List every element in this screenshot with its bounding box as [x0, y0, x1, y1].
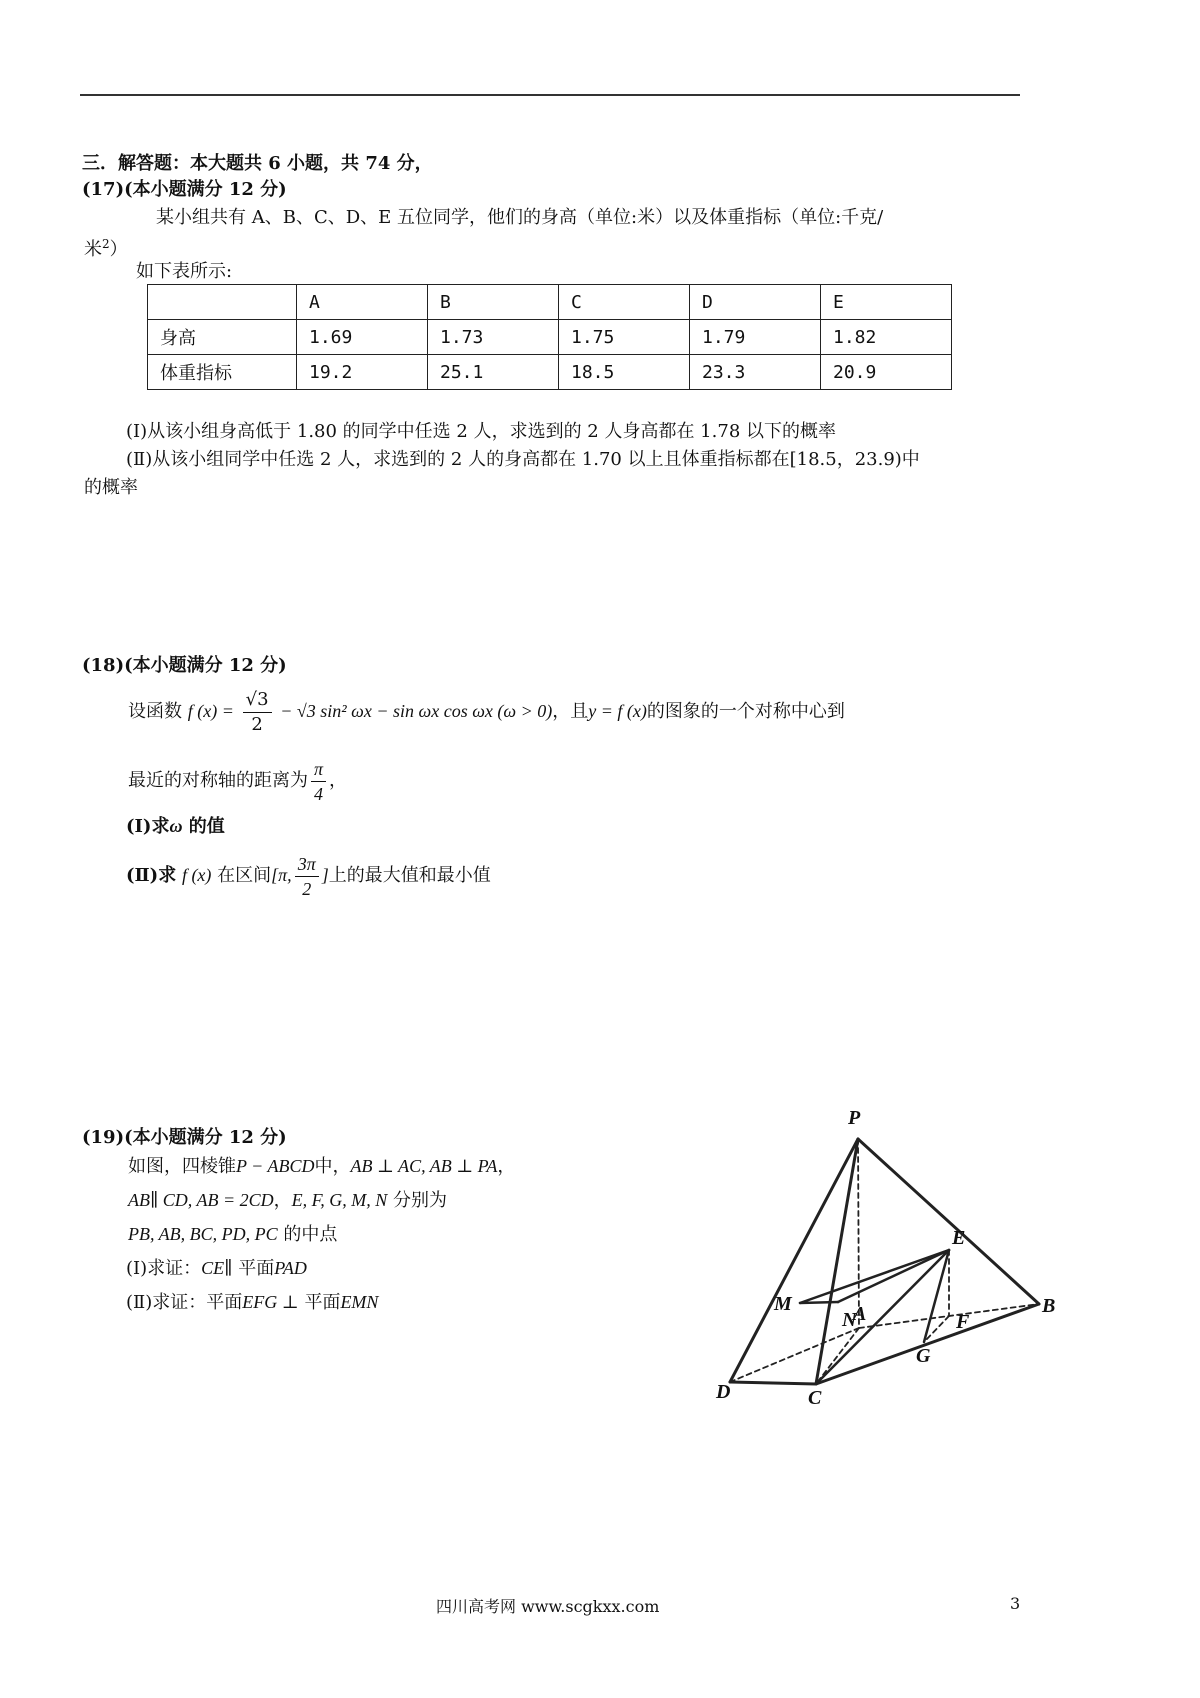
table-row	[148, 355, 952, 390]
label-b: B	[1042, 1295, 1056, 1317]
q17-part2-line1: (Ⅱ)从该小组同学中任选 2 人，求选到的 2 人的身高都在 1.70 以上且体重指标都在[18.5，23.9)中	[126, 449, 920, 470]
q18-interval-open: [π,	[271, 865, 292, 885]
table-cell: 25.1	[428, 355, 559, 390]
table-cell: D	[690, 285, 821, 320]
q19-part2-emn: EMN	[340, 1292, 379, 1312]
table-cell	[148, 285, 297, 320]
section-header: 三．解答题：本大题共 6 小题，共 74 分，	[82, 153, 433, 174]
label-c: C	[808, 1387, 822, 1409]
footer-site: 四川高考网 www.scgkxx.com	[436, 1597, 660, 1616]
q18-expression: − √3 sin² ωx − sin ωx cos ωx (ω > 0)	[280, 701, 553, 721]
q18-yfx: y = f (x)	[588, 701, 647, 721]
q17-data-table	[147, 284, 952, 390]
q18-part1-end: 的值	[188, 816, 225, 837]
q19-points: E, F, G, M, N	[291, 1190, 388, 1210]
label-g: G	[916, 1345, 931, 1367]
q19-part2	[126, 1288, 378, 1317]
table-cell: 1.75	[559, 320, 690, 355]
q19-part1-label: (Ⅰ)求证：	[126, 1258, 202, 1279]
label-m: M	[774, 1293, 792, 1315]
q18-line2-text: 最近的对称轴的距离为	[128, 770, 308, 791]
table-header-row	[148, 285, 952, 320]
q18-intro: 设函数	[128, 701, 182, 722]
label-n: N	[842, 1309, 857, 1331]
label-e: E	[952, 1227, 966, 1249]
label-a: A	[853, 1303, 867, 1325]
q19-part2-plane2: 平面	[304, 1292, 341, 1313]
segment-ne	[838, 1250, 949, 1302]
q18-part2-end: 上的最大值和最小值	[328, 865, 491, 886]
q18-omega: ω	[169, 816, 183, 836]
q18-line2-end: ，	[329, 770, 348, 791]
page-number: 3	[1010, 1594, 1021, 1613]
q19-line1-pre: 如图，四棱锥	[128, 1156, 236, 1177]
q19-line2-end: 分别为	[393, 1190, 448, 1211]
q17-part1: (Ⅰ)从该小组身高低于 1.80 的同学中任选 2 人，求选到的 2 人身高都在 1.78 以下的概率	[126, 421, 836, 442]
q17-unit: 米	[84, 239, 102, 260]
q18-part2-mid: 在区间	[217, 865, 272, 886]
q19-part1	[126, 1254, 307, 1283]
table-cell: 19.2	[297, 355, 428, 390]
table-cell: E	[821, 285, 952, 320]
q17-intro-line1: 某小组共有 A、B、C、D、E 五位同学，他们的身高（单位:米）以及体重指标（单位:千克/	[156, 207, 884, 228]
table-cell: 20.9	[821, 355, 952, 390]
q18-part2-label: (Ⅱ)求	[126, 865, 177, 886]
q19-line2	[128, 1186, 447, 1215]
q18-line1-end: 的图象的一个对称中心到	[646, 701, 845, 722]
q18-part2	[126, 850, 491, 901]
q18-part2-fx: f (x)	[181, 865, 212, 885]
table-cell: 体重指标	[148, 355, 297, 390]
q17-unit-sup: 2	[102, 237, 110, 251]
q19-part2-label: (Ⅱ)求证：	[126, 1292, 207, 1313]
q19-part2-plane1: 平面	[206, 1292, 243, 1313]
table-cell: 身高	[148, 320, 297, 355]
table-cell: B	[428, 285, 559, 320]
q17-unit-close: ）	[109, 239, 128, 260]
q18-part1	[126, 812, 225, 841]
q17-intro-line2	[84, 230, 128, 264]
pyramid-figure	[690, 1100, 1090, 1430]
q19-segments: PB, AB, BC, PD, PC	[128, 1224, 278, 1244]
table-cell: A	[297, 285, 428, 320]
table-cell: 1.69	[297, 320, 428, 355]
edge-pd	[730, 1139, 858, 1382]
table-row	[148, 320, 952, 355]
table-cell: 18.5	[559, 355, 690, 390]
label-d: D	[716, 1381, 731, 1403]
label-p: P	[848, 1107, 861, 1129]
q17-part2-line2: 的概率	[84, 477, 138, 498]
table-cell: 1.82	[821, 320, 952, 355]
label-f: F	[956, 1311, 970, 1333]
q18-title: (18)(本小题满分 12 分)	[82, 655, 287, 676]
q19-line1	[128, 1152, 515, 1181]
table-cell: 1.73	[428, 320, 559, 355]
q19-part2-efg: EFG ⊥	[242, 1292, 299, 1312]
q19-line3-end: 的中点	[283, 1224, 338, 1245]
q18-frac-3pi-over-2: $\frac{3\pi}{2}$	[295, 852, 319, 901]
q19-line2-sep: ，	[273, 1190, 292, 1211]
table-cell: C	[559, 285, 690, 320]
q19-part1-ce: CE∥	[201, 1258, 233, 1278]
q19-line1-end: ，	[497, 1156, 516, 1177]
q19-part1-pad: PAD	[274, 1258, 307, 1278]
q18-line2	[128, 756, 347, 806]
table-cell: 1.79	[690, 320, 821, 355]
header-rule	[80, 94, 1020, 96]
segment-mn	[800, 1302, 838, 1303]
q18-interval-close: ]	[321, 865, 329, 885]
q18-and: ，且	[552, 701, 589, 722]
q18-fx: f (x) =	[187, 701, 234, 721]
q18-frac-sqrt3-over-2: $\frac{√3}{2}$	[243, 688, 272, 737]
q19-parallel-condition: AB∥ CD, AB = 2CD	[128, 1190, 274, 1210]
edge-pa	[858, 1139, 859, 1328]
table-cell: 23.3	[690, 355, 821, 390]
q19-pyramid: P − ABCD	[236, 1156, 315, 1176]
q18-part1-label: (Ⅰ)求	[126, 816, 170, 837]
q17-intro-line3: 如下表所示:	[136, 261, 233, 282]
q19-perp-conditions: AB ⊥ AC, AB ⊥ PA	[350, 1156, 498, 1176]
edge-da	[730, 1328, 859, 1382]
edge-dc	[730, 1382, 816, 1384]
q19-line1-mid: 中，	[314, 1156, 351, 1177]
q17-title: (17)(本小题满分 12 分)	[82, 179, 287, 200]
q19-title: (19)(本小题满分 12 分)	[82, 1127, 287, 1148]
q18-line1	[128, 686, 845, 737]
q18-frac-pi-over-4: $\frac{\pi}{4}$	[311, 757, 326, 806]
q19-part1-plane: 平面	[238, 1258, 275, 1279]
q19-line3	[128, 1220, 337, 1249]
